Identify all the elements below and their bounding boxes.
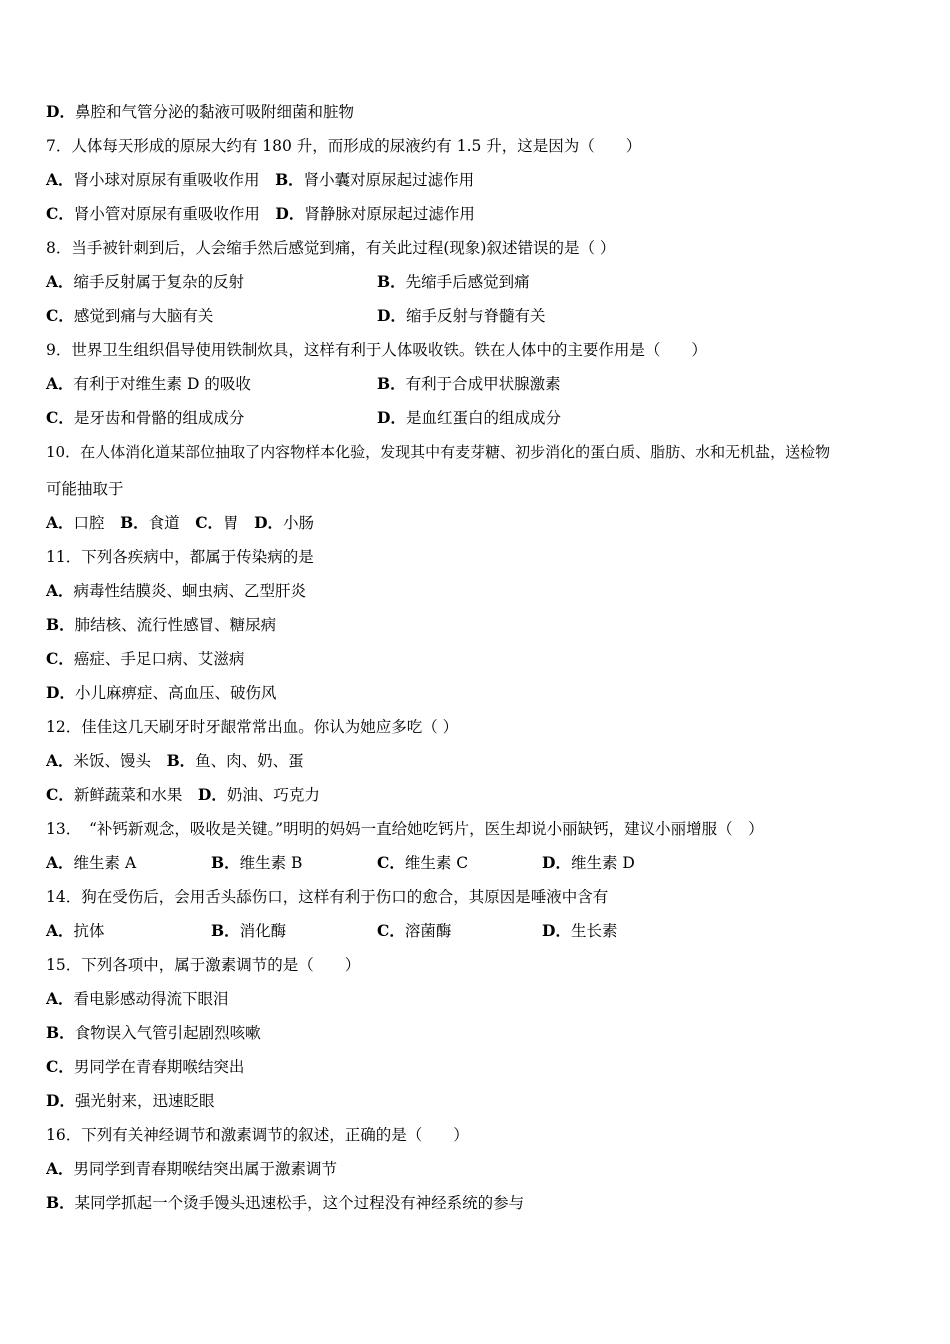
question-14: 14．狗在受伤后，会用舌头舔伤口，这样有利于伤口的愈合，其原因是唾液中含有: [46, 888, 609, 906]
option-label: A．: [46, 1159, 74, 1178]
option-line: [46, 989, 229, 1009]
option-line: [46, 581, 306, 601]
option-label: B．: [211, 921, 240, 940]
option-label: C．: [46, 204, 74, 223]
option-line: [46, 683, 276, 703]
option-label: B．: [46, 615, 75, 634]
option-label: C．: [377, 921, 405, 940]
option-text: 食物误入气管引起剧烈咳嗽: [74, 1024, 261, 1042]
option-text: 米饭、馒头: [73, 752, 152, 770]
option-label: C．: [195, 513, 224, 532]
option-line: [46, 785, 320, 805]
option-line: [542, 853, 635, 873]
option-text: 是血红蛋白的组成成分: [405, 409, 561, 427]
option-line: [46, 513, 314, 533]
option-text: 胃: [223, 514, 239, 532]
option-text: 口腔: [73, 514, 105, 532]
option-text: 小肠: [283, 514, 315, 532]
option-text: 维生素 D: [570, 854, 635, 872]
option-text: 溶菌酶: [404, 922, 452, 940]
option-label: A．: [46, 170, 74, 189]
option-text: 先缩手后感觉到痛: [405, 273, 530, 291]
option-line: [211, 921, 286, 941]
option-label: D．: [46, 102, 75, 121]
option-text: 肾小管对原尿有重吸收作用: [73, 205, 260, 223]
option-text: 强光射来，迅速眨眼: [74, 1092, 215, 1110]
option-label: B．: [166, 751, 196, 770]
option-line: [46, 204, 475, 224]
question-15: 15．下列各项中，属于激素调节的是（ ）: [46, 956, 361, 974]
option-line: [211, 853, 302, 873]
question-10-continued: 可能抽取于: [46, 480, 124, 498]
option-text: 肾小球对原尿有重吸收作用: [73, 171, 260, 189]
option-line: [46, 1091, 214, 1111]
option-text: 肾小囊对原尿起过滤作用: [303, 171, 475, 189]
option-line: [46, 408, 244, 428]
option-label: B．: [120, 513, 149, 532]
option-label: D．: [46, 683, 75, 702]
option-text: 维生素 C: [404, 854, 469, 872]
option-text: 鱼、肉、奶、蛋: [195, 752, 304, 770]
option-label: C．: [46, 649, 74, 668]
option-text: 某同学抓起一个烫手馒头迅速松手，这个过程没有神经系统的参与: [74, 1194, 525, 1212]
question-12: 12．佳佳这几天刷牙时牙龈常常出血。你认为她应多吃（ ）: [46, 718, 459, 736]
option-text: 看电影感动得流下眼泪: [73, 990, 229, 1008]
option-text: 男同学在青春期喉结突出: [73, 1058, 245, 1076]
option-line: [46, 921, 105, 941]
option-text: 消化酶: [239, 922, 287, 940]
option-label: B．: [377, 374, 406, 393]
option-text: 新鲜蔬菜和水果: [73, 786, 183, 804]
option-label: A．: [46, 581, 74, 600]
option-text: 缩手反射属于复杂的反射: [73, 273, 245, 291]
question-10: 10．在人体消化道某部位抽取了内容物样本化验，发现其中有麦芽糖、初步消化的蛋白质、脂肪、水和无机盐，送检物: [46, 443, 831, 461]
option-line: [46, 649, 244, 669]
option-text: 维生素 B: [239, 854, 303, 872]
option-line: [46, 1159, 337, 1179]
option-label: A．: [46, 374, 74, 393]
question-8: 8．当手被针刺到后，人会缩手然后感觉到痛，有关此过程(现象)叙述错误的是（ ）: [46, 239, 616, 257]
option-text: 奶油、巧克力: [226, 786, 320, 804]
question-16: 16．下列有关神经调节和激素调节的叙述，正确的是（ ）: [46, 1126, 469, 1144]
option-line: [46, 615, 276, 635]
option-line: [46, 170, 474, 190]
option-label: C．: [46, 785, 74, 804]
option-line: [46, 272, 244, 292]
option-line: [542, 921, 617, 941]
option-label: A．: [46, 853, 74, 872]
option-label: A．: [46, 989, 74, 1008]
option-label: D．: [46, 1091, 75, 1110]
option-label: D．: [542, 853, 571, 872]
option-label: B．: [377, 272, 406, 291]
option-label: A．: [46, 513, 74, 532]
option-label: A．: [46, 751, 74, 770]
question-13: 13． “补钙新观念，吸收是关键。”明明的妈妈一直给她吃钙片，医生却说小丽缺钙，建议小丽增服（ ）: [46, 820, 764, 838]
option-text: 鼻腔和气管分泌的黏液可吸附细菌和脏物: [74, 103, 354, 121]
option-line: [377, 408, 561, 428]
option-text: 抗体: [73, 922, 105, 940]
option-line: [46, 374, 251, 394]
option-line: [46, 1193, 524, 1213]
option-line: [377, 921, 451, 941]
option-label: B．: [275, 170, 304, 189]
option-text: 肾静脉对原尿起过滤作用: [304, 205, 475, 223]
option-text: 缩手反射与脊髓有关: [405, 307, 546, 325]
option-text: 食道: [148, 514, 180, 532]
option-text: 男同学到青春期喉结突出属于激素调节: [73, 1160, 338, 1178]
option-label: D．: [254, 513, 284, 532]
option-line: [377, 272, 530, 292]
option-line: [46, 853, 136, 873]
option-line: [377, 306, 545, 326]
option-text: 肺结核、流行性感冒、糖尿病: [74, 616, 277, 634]
option-label: C．: [46, 1057, 74, 1076]
option-text: 维生素 A: [73, 854, 137, 872]
option-label: D．: [275, 204, 305, 223]
option-text: 小儿麻痹症、高血压、破伤风: [74, 684, 277, 702]
option-label: C．: [377, 853, 405, 872]
option-line: [377, 853, 468, 873]
option-line: [46, 1023, 261, 1043]
option-text: 病毒性结膜炎、蛔虫病、乙型肝炎: [73, 582, 307, 600]
question-11: 11．下列各疾病中，都属于传染病的是: [46, 548, 314, 566]
option-text: 感觉到痛与大脑有关: [73, 307, 214, 325]
option-text: 生长素: [570, 922, 618, 940]
option-label: B．: [46, 1193, 75, 1212]
option-label: C．: [46, 408, 74, 427]
option-text: 癌症、手足口病、艾滋病: [73, 650, 245, 668]
option-label: D．: [542, 921, 571, 940]
option-line: [377, 374, 561, 394]
option-label: D．: [197, 785, 227, 804]
option-label: D．: [377, 408, 406, 427]
option-label: C．: [46, 306, 74, 325]
option-text: 是牙齿和骨骼的组成成分: [73, 409, 245, 427]
option-label: B．: [211, 853, 240, 872]
option-label: B．: [46, 1023, 75, 1042]
option-line: [46, 306, 213, 326]
option-label: A．: [46, 921, 74, 940]
question-9: 9．世界卫生组织倡导使用铁制炊具，这样有利于人体吸收铁。铁在人体中的主要作用是（ ）: [46, 341, 707, 359]
option-line: [46, 102, 354, 122]
question-7: 7．人体每天形成的原尿大约有 180 升，而形成的尿液约有 1.5 升，这是因为（ ）: [46, 137, 642, 155]
option-label: A．: [46, 272, 74, 291]
option-label: D．: [377, 306, 406, 325]
option-line: [46, 1057, 244, 1077]
option-line: [46, 751, 304, 771]
option-text: 有利于对维生素 D 的吸收: [73, 375, 251, 393]
option-text: 有利于合成甲状腺激素: [405, 375, 561, 393]
